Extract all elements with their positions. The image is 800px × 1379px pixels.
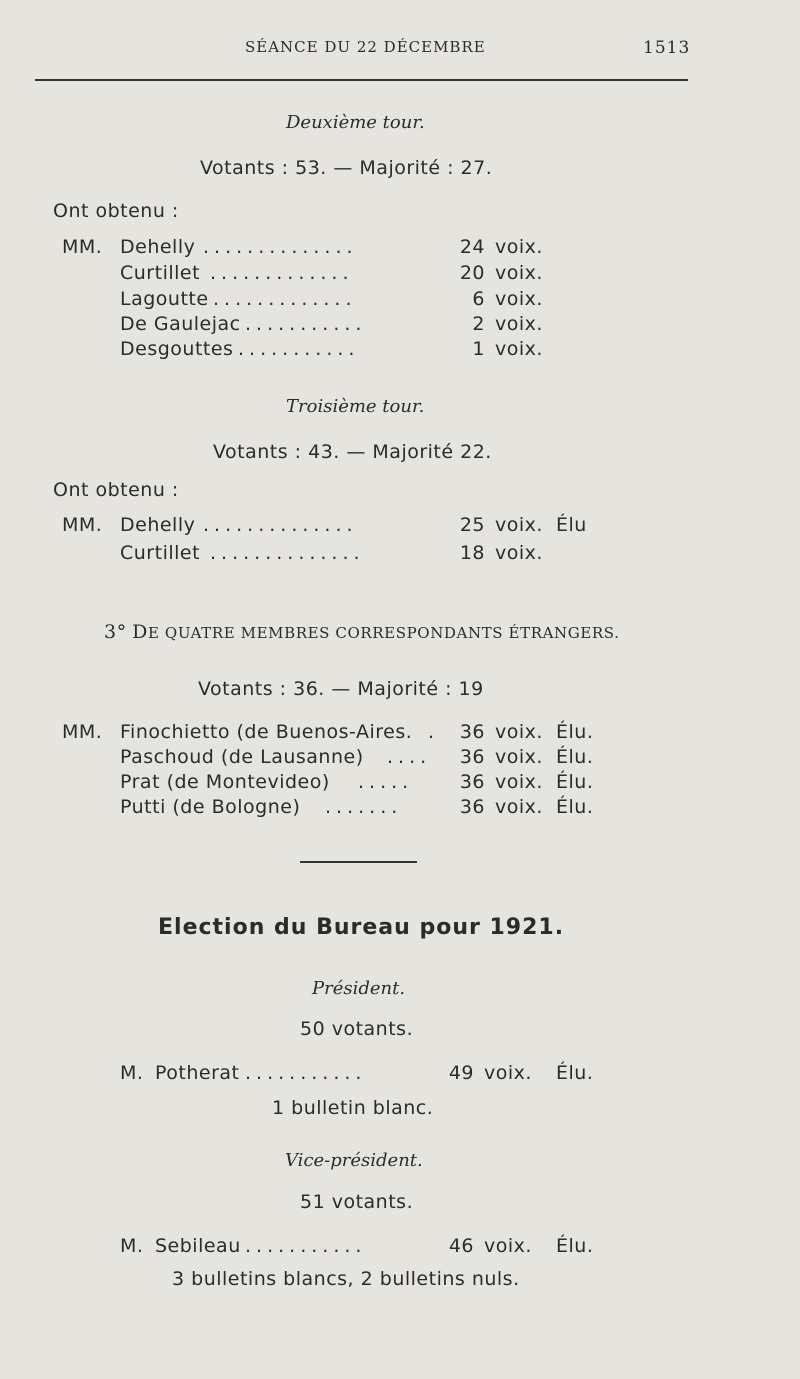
row-dots: .............. bbox=[203, 514, 358, 536]
section-divider bbox=[300, 861, 417, 863]
row-dots: ....... bbox=[325, 796, 403, 818]
row-votes: 24 bbox=[459, 236, 485, 258]
row-name: Dehelly bbox=[120, 514, 196, 536]
row-unit: voix. bbox=[495, 313, 543, 335]
row-unit: voix. bbox=[484, 1062, 532, 1084]
row-dots: ............. bbox=[210, 262, 354, 284]
row-name: Desgouttes bbox=[120, 338, 234, 360]
deuxieme-ont-obtenu: Ont obtenu : bbox=[53, 200, 179, 222]
president-note: 1 bulletin blanc. bbox=[272, 1097, 434, 1119]
page-number: 1513 bbox=[643, 38, 691, 58]
row-votes: 36 bbox=[459, 746, 485, 768]
row-name: Lagoutte bbox=[120, 288, 209, 310]
row-result: Élu. bbox=[556, 771, 594, 793]
troisieme-tour-heading: Troisième tour. bbox=[286, 396, 425, 417]
row-dots: ..... bbox=[358, 771, 414, 793]
row-unit: voix. bbox=[495, 721, 543, 743]
row-name: Curtillet bbox=[120, 542, 201, 564]
row-votes: 2 bbox=[472, 313, 485, 335]
row-result: Élu bbox=[556, 514, 587, 536]
row-unit: voix. bbox=[495, 746, 543, 768]
row-prefix: MM. bbox=[62, 721, 103, 743]
row-name: Prat (de Montevideo) bbox=[120, 771, 330, 793]
deuxieme-tour-heading: Deuxième tour. bbox=[286, 112, 425, 133]
row-name: Sebileau bbox=[155, 1235, 241, 1257]
row-unit: voix. bbox=[495, 514, 543, 536]
row-prefix: MM. bbox=[62, 514, 103, 536]
row-dots: ........... bbox=[238, 338, 360, 360]
row-prefix: M. bbox=[120, 1062, 144, 1084]
row-unit: voix. bbox=[484, 1235, 532, 1257]
row-dots: ........... bbox=[245, 313, 367, 335]
row-votes: 49 bbox=[448, 1062, 474, 1084]
row-name: Paschoud (de Lausanne) bbox=[120, 746, 364, 768]
row-votes: 36 bbox=[459, 771, 485, 793]
president-heading: Président. bbox=[312, 978, 406, 999]
row-prefix: M. bbox=[120, 1235, 144, 1257]
row-votes: 20 bbox=[459, 262, 485, 284]
row-result: Élu. bbox=[556, 1062, 594, 1084]
row-name: Putti (de Bologne) bbox=[120, 796, 301, 818]
row-name: Potherat bbox=[155, 1062, 240, 1084]
row-result: Élu. bbox=[556, 746, 594, 768]
row-unit: voix. bbox=[495, 236, 543, 258]
section3-first-letter: D bbox=[132, 621, 149, 643]
row-dots: .............. bbox=[210, 542, 365, 564]
section3-title: E QUATRE MEMBRES CORRESPONDANTS ÉTRANGERS. bbox=[148, 624, 620, 642]
section3-votants: Votants : 36. — Majorité : 19 bbox=[198, 678, 484, 700]
row-unit: voix. bbox=[495, 288, 543, 310]
row-votes: 6 bbox=[472, 288, 485, 310]
row-votes: 46 bbox=[448, 1235, 474, 1257]
vice-president-heading: Vice-président. bbox=[285, 1150, 423, 1171]
row-dots: .... bbox=[387, 746, 432, 768]
section3-number: 3° bbox=[104, 621, 127, 643]
row-unit: voix. bbox=[495, 262, 543, 284]
section3-heading bbox=[104, 621, 620, 643]
row-votes: 1 bbox=[472, 338, 485, 360]
row-dots: . bbox=[428, 721, 440, 743]
row-prefix: MM. bbox=[62, 236, 103, 258]
row-result: Élu. bbox=[556, 796, 594, 818]
running-header: SÉANCE DU 22 DÉCEMBRE bbox=[245, 38, 486, 56]
row-votes: 18 bbox=[459, 542, 485, 564]
row-dots: .............. bbox=[203, 236, 358, 258]
row-unit: voix. bbox=[495, 771, 543, 793]
row-dots: ........... bbox=[245, 1062, 367, 1084]
row-dots: ........... bbox=[245, 1235, 367, 1257]
row-unit: voix. bbox=[495, 542, 543, 564]
row-name: De Gaulejac bbox=[120, 313, 241, 335]
vice-president-note: 3 bulletins blancs, 2 bulletins nuls. bbox=[172, 1268, 520, 1290]
troisieme-ont-obtenu: Ont obtenu : bbox=[53, 479, 179, 501]
row-unit: voix. bbox=[495, 796, 543, 818]
election-title: Election du Bureau pour 1921. bbox=[158, 915, 565, 940]
row-votes: 36 bbox=[459, 721, 485, 743]
row-dots: ............. bbox=[213, 288, 357, 310]
row-result: Élu. bbox=[556, 1235, 594, 1257]
vice-president-votants: 51 votants. bbox=[300, 1191, 414, 1213]
row-votes: 36 bbox=[459, 796, 485, 818]
troisieme-votants: Votants : 43. — Majorité 22. bbox=[213, 441, 492, 463]
row-result: Élu. bbox=[556, 721, 594, 743]
row-unit: voix. bbox=[495, 338, 543, 360]
deuxieme-votants: Votants : 53. — Majorité : 27. bbox=[200, 157, 493, 179]
header-rule bbox=[35, 79, 688, 81]
president-votants: 50 votants. bbox=[300, 1018, 414, 1040]
row-votes: 25 bbox=[459, 514, 485, 536]
row-name: Finochietto (de Buenos-Aires. bbox=[120, 721, 413, 743]
row-name: Curtillet bbox=[120, 262, 201, 284]
row-name: Dehelly bbox=[120, 236, 196, 258]
